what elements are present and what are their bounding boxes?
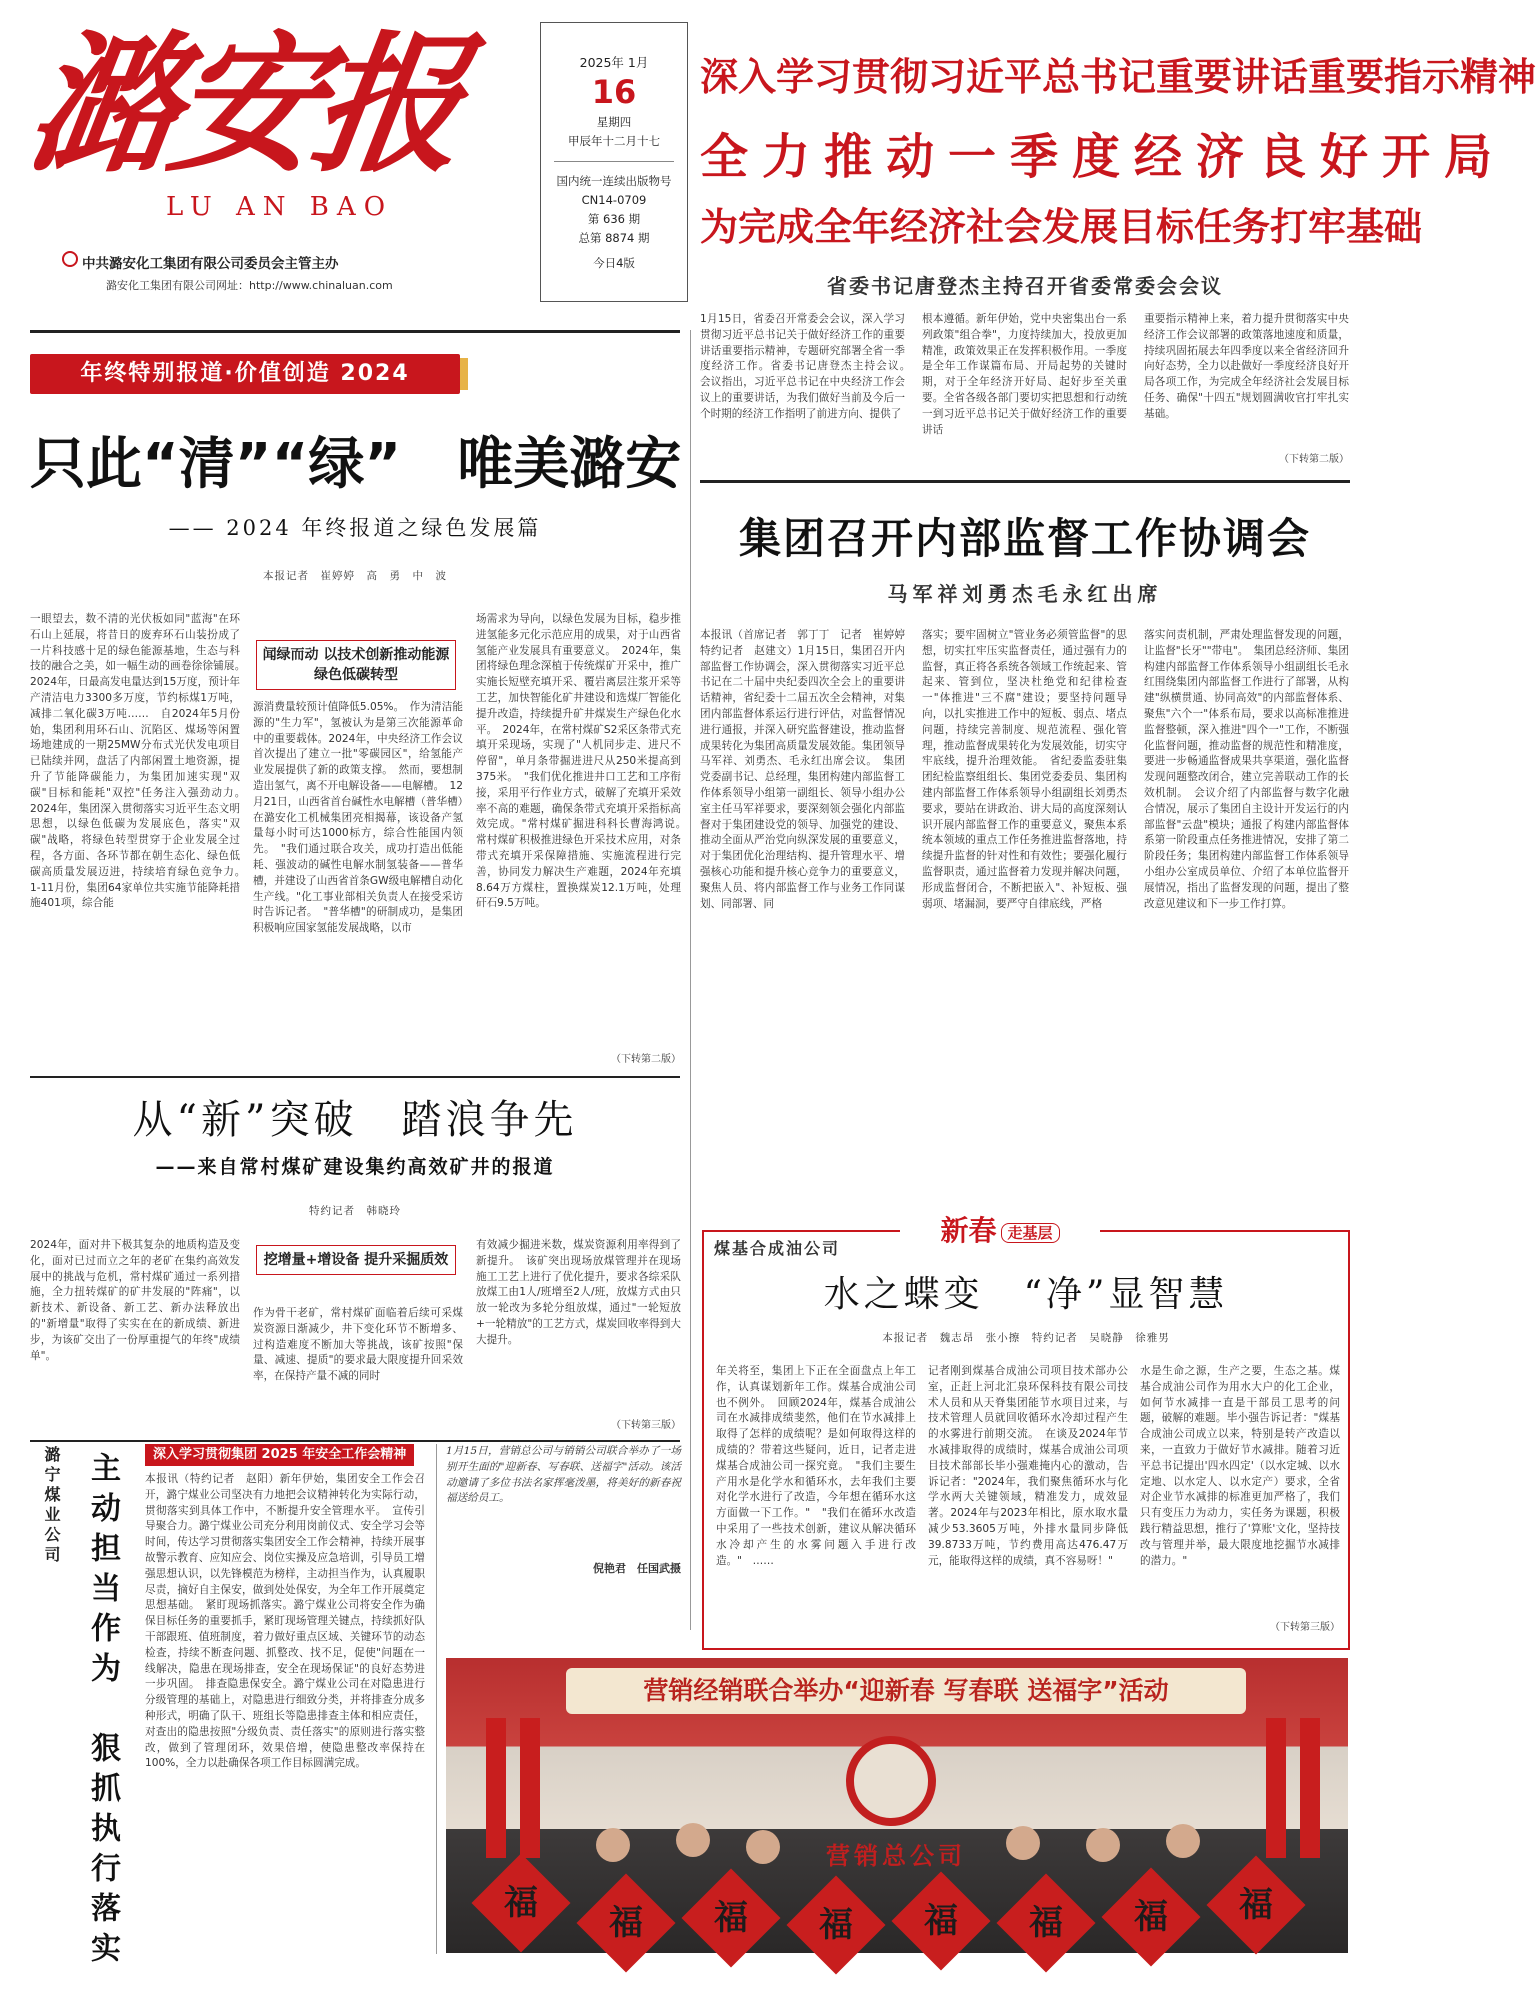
- photo-credit: 倪艳君 任国武摄: [593, 1562, 681, 1575]
- sponsor-line: 中共潞安化工集团有限公司委员会主管主办: [82, 256, 339, 272]
- changcun-subtitle: ——来自常村煤矿建设集约高效矿井的报道: [155, 1156, 555, 1178]
- red-flag-decoration: [1300, 1718, 1320, 1858]
- safety-title-vertical: 主动担当作为 狠抓执行落实: [85, 1452, 120, 1972]
- supervision-subtitle: 马军祥刘勇杰毛永红出席: [887, 582, 1163, 606]
- person-head: [1086, 1828, 1120, 1862]
- safety-organization-vertical: 潞宁煤业公司: [42, 1446, 61, 1566]
- logo-pinyin: LU AN BAO: [166, 192, 394, 222]
- fu-character-scroll: 福: [1102, 1868, 1201, 1967]
- safety-tagline: 深入学习贯彻集团 2025 年安全工作会精神: [145, 1444, 414, 1466]
- water-kicker: 煤基合成油公司: [714, 1239, 841, 1258]
- supervision-column-1: 本报讯（首席记者 郭丁丁 记者 崔婷婷 特约记者 赵建文）1月15日，集团召开内部监督工作协调会，深入贯彻落实习近平总书记在二十届中央纪委四次全会上的重要讲话精神，省纪委十二届五次全会精神，对集团内部监督体系运行进行评估，对监督情况进行通报，并深入研究监督建设，推动监督成果转化为集团高质量发展效能。集团领导马军祥、刘勇杰、毛永红出席会议。 集团党委副书记、总经理，集团构建内部监督工作体系领导小组第一副组长、领导小组办公室主任马军祥要求，要深刻领会强化内部监督对于集团建设党的领导、加强党的建设、推动全面从严治党向纵深发展的重要意义，对于集团优化治理结构、提升管理水平、增强核心功能和提升核心竞争力的重要意义，聚焦人员、将内部监督工作与业务工作同谋划、同部署、同: [700, 629, 916, 910]
- safety-body: 本报讯（特约记者 赵阳）新年伊始，集团安全工作会召开，潞宁煤业公司坚决有力地把会议精神转化为实际行动，贯彻落实到具体工作中，不断提升安全管理水平。 宣传引导聚合力。潞宁煤业公司充分利用岗前仪式、安全学习会等时间，传达学习贯彻落实集团安全工作会精神，持续开展事故警示教育、应知应会、岗位实操及应急培训，引导员工增强思想认识，以先锋模范为榜样，主动担当作为，认真履职尽责，摘好自主保安，做到处处保安，为全年工作开展奠定思想基础。 紧盯现场抓落实。潞宁煤业公司将安全作为确保目标任务的重要抓手，紧盯现场管理关键点，持续抓好队干部跟班、值班制度，着力做好重点区域、关键环节的动态检查，持续不断查问题、抓整改、找不足，促使"问题在一线解决，隐患在现场排查，安全在现场保证"的良好态势进一步巩固。 排查隐患保安全。潞宁煤业公司在对隐患进行分级管理的基础上，对隐患进行细致分类，并将排查分成多种形式，明确了队干、班组长等隐患排查主体和相应责任，对查出的隐患按照"分级负责、责任落实"的原则进行落实整改，做到了管理闭环，效果倍增，使隐患整改率保持在100%，全力以赴确保各项工作目标圆满完成。: [145, 1473, 425, 1770]
- person-head: [746, 1830, 780, 1864]
- issue-date-box: [540, 22, 688, 302]
- changcun-column-3: 有效减少掘进米数，煤炭资源利用率得到了新提升。 该矿突出现场放煤管理并在现场施工工艺上进行了优化提升，要求各综采队放煤工由1人/班增至2人/班，放煤方式由只放一轮改为多轮分组放煤，通过"一轮短放+一轮精放"的工艺方式，煤炭回收率得到大大提升。: [476, 1239, 681, 1346]
- supervision-column-3: 落实问责机制，严肃处理监督发现的问题，让监督"长牙""带电"。 集团总经济师、集团构建内部监督工作体系领导小组副组长毛永红围绕集团内部监督工作进行了部署，从构建"纵横贯通、协同高效"的内部监督体系、聚焦"六个一"体系布局，要求以高标准推进监督整顿，深入推进"四个一"工作，不断强化监督问题，推动监督的规范性和精准度，要进一步畅通监督成果共享渠道，强化监督发现问题整改闭合，建立完善联动工作的长效机制。 会议介绍了内部监督与数字化融合情况，展示了集团自主设计开发运行的内部监督"云盘"模块；通报了构建内部监督体系第一阶段重点任务推进情况，安排了第二阶段任务；集团构建内部监督工作体系领导小组办公室成员单位、介绍了本单位监督开展情况，指出了监督发现的问题，提出了整改意见建议和下一步工作打算。: [1144, 629, 1349, 910]
- fu-character-scroll: 福: [472, 1854, 571, 1953]
- red-flag-decoration: [486, 1718, 506, 1858]
- person-head: [596, 1828, 630, 1862]
- green-column-2: 源消费量较预计值降低5.05%。 作为清洁能源的"生力军"，氢被认为是第三次能源革命中的重要载体。2024年，中央经济工作会议首次提出了建立一批"零碳园区"，给氢能产业发展提供了新的政策支撑。 然而，要想制造出氢气，离不开电解设备——电解槽。 12月21日，山西省首台碱性水电解槽（普华槽）在潞安化工机械集团亮相揭幕，该设备产氢量每小时可达1000标方，综合性能国内领先。 "我们通过联合攻关，成功打造出低能耗、强波动的碱性电解水制氢装备——普华槽，并建设了山西省首条GW级电解槽自动化生产线。"化工事业部相关负责人在接受采访时告诉记者。 "普华槽"的研制成功，是集团积极响应国家氢能发展战略，以市: [253, 701, 463, 935]
- person-head: [1166, 1824, 1200, 1858]
- changcun-title: 从“新”突破 踏浪争先: [132, 1097, 578, 1143]
- fu-character-scroll: 福: [1207, 1856, 1306, 1955]
- company-emblem-icon: [62, 251, 78, 267]
- fu-character-scroll: 福: [892, 1872, 991, 1971]
- lead-headline-1: 深入学习贯彻习近平总书记重要讲话重要指示精神: [700, 55, 1536, 99]
- issue-number: 第 636 期: [587, 212, 641, 226]
- lead-subheadline: 省委书记唐登杰主持召开省委常委会会议: [827, 274, 1223, 298]
- water-column-1: 年关将至，集团上下正在全面盘点上年工作，认真谋划新年工作。煤基合成油公司也不例外。 回顾2024年，煤基合成油公司在水减排成绩斐然，他们在节水减排上取得了怎样的成绩呢？是如何取得这样的成绩的？带着这些疑问，近日，记者走进煤基合成油公司一探究竟。 "我们主要生产用水是化学水和循环水，去年我们主要对化学水进行了改造，今年想在循环水这方面做一下工作。" "我们在循环水改造中采用了一些技术创新，建议从解决循环水冷却产生的水雾问题入手进行改造。" ……: [716, 1365, 916, 1567]
- person-head: [1006, 1826, 1040, 1860]
- company-logo-icon: [846, 1736, 936, 1826]
- total-issue-number: 总第 8874 期: [578, 231, 650, 245]
- supervision-title: 集团召开内部监督工作协调会: [738, 514, 1311, 563]
- water-column-3: 水是生命之源，生产之要，生态之基。煤基合成油公司作为用水大户的化工企业，如何节水减排一直是干部员工思考的问题，破解的难题。毕小强告诉记者："煤基合成油公司成立以来，特别是转产改造以来，一直致力于做好节水减排。随着习近平总书记提出'四水四定'（以水定城、以水定地、以水定人、以水定产）要求，全省对企业节水减排的标准更加严格了，我们只有变压力为动力，实任务为课题，积极践行精益思想，推行了'算账'文化，坚持技改与管理并举，最大限度地挖掘节水减排的潜力。": [1140, 1365, 1340, 1567]
- lead-headline-2: 全力推动一季度经济良好开局: [700, 129, 1507, 185]
- changcun-column-2: 作为骨干老矿，常村煤矿面临着后续可采煤炭资源日渐减少，井下变化环节不断增多、过构造难度不断加大等挑战，该矿按照"保量、减速、提质"的要求最大限度提升回采效率，在保持产量不减的同时: [253, 1307, 463, 1383]
- lead-headline-3: 为完成全年经济社会发展目标任务打牢基础: [700, 205, 1423, 249]
- water-column-2: 记者刚到煤基合成油公司项目技术部办公室，正赶上河北汇泉环保科技有限公司技术人员和从天脊集团能节水项目过来，与技术管理人员就回收循环水冷却过程产生的水雾进行前期交流。 在谈及2024年节水减排取得的成绩时，煤基合成油公司项目技术部部长毕小强难掩内心的激动，告诉记者："2024年，我们聚焦循环水与化学水两大关键领域，精准发力，成效显著。2024年与2023年相比，原水取水量减少53.3605万吨，外排水量同步降低39.8733万吨，节约费用高达476.47万元，能取得这样的成绩，真不容易呀！": [928, 1365, 1128, 1567]
- green-column-1: 一眼望去，数不清的光伏板如同"蓝海"在环石山上延展，将昔日的废弃环石山装扮成了一片科技感十足的绿色能源基地，生态与科技的融合之美，如一幅生动的画卷徐徐铺展。 2024年，日最高发电量达到15万度，预计年产清洁电力3300多万度，节约标煤1万吨，减排二氧化碳3万吨…… 自2024年5月份始，集团利用环石山、沉陷区、煤场等闲置场地建成的一期25MW分布式光伏发电项目已陆续并网，盘活了内部闲置土地资源，提升了节能降碳能力，为集团加速实现"双碳"目标和能耗"双控"任务注入强劲动力。 2024年，集团深入贯彻落实习近平生态文明思想，以绿色低碳为发展底色，落实"双碳"战略，将绿色转型贯穿于企业发展全过程，各方面、各环节都在朝生态化、绿色低碳高质量发展迈进，持续培育绿色竞争力。 1-11月份，集团64家单位共实施节能降耗措施401项，综合能: [30, 613, 251, 910]
- logo-calligraphy: 潞安报: [17, 17, 469, 193]
- red-flag-decoration: [520, 1718, 540, 1858]
- new-spring-badge: 新春 走基层: [900, 1212, 1100, 1250]
- lead-column-2: 根本遵循。新年伊始，党中央密集出台一系列政策"组合拳"，力度持续加大，投放更加精准，政策效果正在发挥积极作用。一季度是全年工作谋篇布局、开局起势的关键时期，对于全年经济开好局、起好步至关重要。全省各级各部门要切实把思想和行动统一到习近平总书记关于做好经济工作的重要讲话: [922, 313, 1127, 436]
- green-column-3: 场需求为导向，以绿色发展为目标，稳步推进氢能多元化示范应用的成果，对于山西省氢能产业发展具有重要意义。 2024年，集团将绿色理念深植于传统煤矿开采中，推广实施长短壁充填开采、覆岩离层注浆开采等工艺，加快智能化矿井建设和选煤厂智能化提升改造，持续提升矿井煤炭生产绿色化水平。 2024年，在常村煤矿S2采区条带式充填开采现场，实现了"人机同步走、进尺不停留"，单月条带掘进进尺从250米提高到375米。 "我们优化推进井口工艺和工序衔接，采用平行作业方式，破解了充填开采效率不高的难题，确保条带式充填开采指标高效完成。"常村煤矿掘进科科长曹海鸿说。 常村煤矿积极推进绿色开采技术应用，对条带式充填开采保障措施、实施流程进行完善，协同发力解决生产难题，2024年充填8.64万方煤柱，置换煤炭12.1万吨，处理矸石9.5万吨。: [476, 613, 692, 910]
- fu-character-scroll: 福: [682, 1869, 781, 1968]
- water-title: 水之蝶变 “净”显智慧: [823, 1274, 1229, 1315]
- changcun-column-1: 2024年，面对井下极其复杂的地质构造及变化，面对已过而立之年的老矿在集约高效发展中的挑战与危机，常村煤矿通过一系列措施，全力扭转煤矿的矿井发展的"阵痛"，以新技术、新设备、新工艺、新办法释放出的"新增量"取得了实实在在的新成绩、新进步，为该矿交出了一份厚重提气的年终"成绩单"。: [30, 1239, 240, 1362]
- changcun-continued-note: （下转第三版）: [611, 1420, 681, 1431]
- new-year-event-photo: [446, 1658, 1348, 1953]
- lead-column-1: 1月15日，省委召开常委会会议，深入学习贯彻习近平总书记关于做好经济工作的重要讲话重要指示精神，专题研究部署全省一季度经济工作。省委书记唐登杰主持会议。 会议指出，习近平总书记在中央经济工作会议上的重要讲话，为我们做好当前及今后一个时期的经济工作指明了前进方向、提供了: [700, 313, 916, 420]
- green-continued-note: （下转第二版）: [611, 1054, 681, 1065]
- issue-year-month: 2025年 1月: [579, 55, 649, 70]
- fu-character-scroll: 福: [997, 1874, 1096, 1973]
- fu-character-scroll: 福: [787, 1876, 886, 1975]
- photo-event-banner: 营销经销联合举办“迎新春 写春联 送福字”活动: [566, 1668, 1246, 1714]
- cn-number: CN14-0709: [581, 193, 647, 207]
- newspaper-logo: [17, 17, 500, 235]
- water-byline: 本报记者 魏志昂 张小擦 特约记者 吴晓静 徐雅男: [882, 1332, 1170, 1344]
- fu-character-scroll: 福: [577, 1874, 676, 1973]
- changcun-byline: 特约记者 韩晓玲: [309, 1205, 401, 1217]
- website-line: 潞安化工集团有限公司网址：http://www.chinaluan.com: [106, 279, 393, 292]
- lead-continued-note: （下转第二版）: [1279, 454, 1349, 465]
- photo-office-sign: 营销总公司: [826, 1842, 966, 1870]
- issue-day: 16: [591, 73, 637, 111]
- green-subheading-box: 闻绿而动 以技术创新推动能源绿色低碳转型: [256, 640, 456, 690]
- issue-weekday: 星期四: [596, 115, 632, 129]
- supervision-column-2: 落实；要牢固树立"管业务必须管监督"的思想，切实扛牢压实监督责任，通过强有力的监督，真正将各系统各领域工作统起来、管起来、管到位，坚决杜绝党和纪律检查一"体推进"三不腐"建设；要坚持问题导向，以扎实推进工作中的短板、弱点、堵点问题，持续完善制度、规范流程、强化管理，推动监督成果转化为发展效能，切实守牢底线，提升治理效能。 省纪委监委驻集团纪检监察组组长、集团党委委员、集团构建内部监督工作体系领导小组副组长刘勇杰要求，要站在讲政治、讲大局的高度深刻认识开展内部监督工作的重要意义，聚焦本系统本领域的重点工作任务推进监督落地，持续提升监督的针对性和有效性；要强化履行监督职责，通过监督着力发现并解决问题，形成监督闭合，不断把嵌入"、补短板、强弱项、堵漏洞，要严守自律底线，严格: [922, 629, 1127, 910]
- water-continued-note: （下转第三版）: [1270, 1622, 1340, 1633]
- green-report-title: 只此“清”“绿” 唯美潞安: [30, 432, 682, 497]
- green-report-byline: 本报记者 崔婷婷 高 勇 中 波: [263, 570, 447, 582]
- page-count: 今日4版: [593, 256, 635, 270]
- lead-column-3: 重要指示精神上来，着力提升贯彻落实中央经济工作会议部署的政策落地速度和质量，持续巩固拓展去年四季度以来全省经济回升向好态势，全力以赴做好一季度经济良好开局各项工作，为完成全年经济社会发展目标任务、确保"十四五"规划圆满收官打牢扎实基础。: [1144, 313, 1349, 420]
- person-head: [676, 1823, 710, 1857]
- issn-label: 国内统一连续出版物号: [556, 174, 672, 188]
- changcun-subheading-box: 挖增量+增设备 提升采掘质效: [256, 1245, 456, 1275]
- issue-lunar-date: 甲辰年十二月十七: [568, 134, 660, 148]
- red-flag-decoration: [1266, 1718, 1286, 1858]
- photo-caption: 1月15日，营销总公司与销销公司联合举办了一场别开生面的"迎新春、写春联、送福字"活动。该活动邀请了多位书法名家挥毫泼墨，将美好的新春祝福送给员工。: [446, 1445, 681, 1505]
- special-report-banner: 年终特别报道·价值创造 2024: [30, 354, 460, 394]
- green-report-subtitle: —— 2024 年终报道之绿色发展篇: [168, 516, 542, 540]
